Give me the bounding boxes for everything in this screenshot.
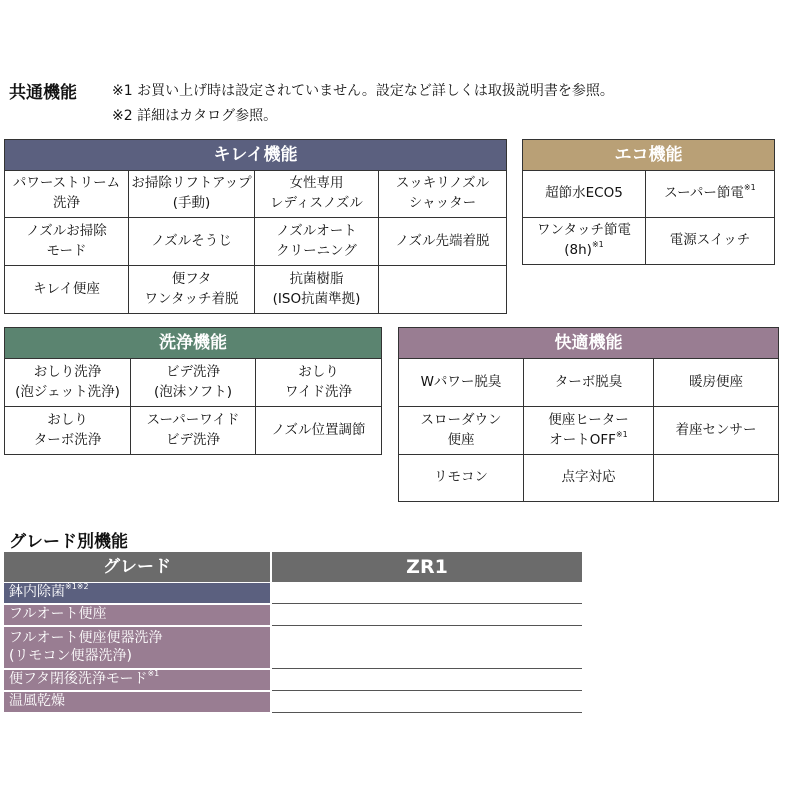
- eco-item: 電源スイッチ: [669, 232, 751, 249]
- kaiteki-item: ターボ脱臭: [524, 359, 654, 407]
- kirei-item: ノズルお掃除 モード: [5, 218, 129, 266]
- kaiteki-item: 暖房便座: [654, 359, 778, 407]
- kirei-item: 抗菌樹脂 (ISO抗菌準拠): [255, 266, 379, 313]
- eco-box: [522, 139, 775, 265]
- eco-item: 超節水ECO5: [523, 171, 646, 218]
- eco-item: ワンタッチ節電 $(8h)^{※1}$: [523, 218, 646, 264]
- grade-value-cell: [272, 692, 582, 713]
- kirei-item: スッキリノズル シャッター: [379, 171, 506, 218]
- kirei-item: ノズルそうじ: [129, 218, 255, 266]
- senjo-grid: [5, 359, 381, 454]
- kirei-header: キレイ機能: [5, 140, 506, 171]
- kaiteki-item: 着座センサー: [654, 407, 778, 455]
- kaiteki-item: リモコン: [399, 455, 524, 501]
- kirei-item: パワーストリーム 洗浄: [5, 171, 129, 218]
- eco-item: スーパー節電$^{※1}$: [646, 171, 774, 218]
- kaiteki-header: 快適機能: [399, 328, 778, 359]
- note-1: ※1 お買い上げ時は設定されていません。設定など詳しくは取扱説明書を参照。: [112, 83, 614, 99]
- grade-value-cell: [272, 583, 582, 604]
- grade-header-label: グレード: [4, 552, 270, 582]
- kirei-grid: [5, 171, 506, 313]
- grade-row-label: フルオート便座: [4, 605, 270, 625]
- senjo-item: スーパーワイド ビデ洗浄: [131, 407, 256, 454]
- senjo-item: ビデ洗浄 (泡沫ソフト): [131, 359, 256, 407]
- kaiteki-item: 便座ヒーター オートOFF$^{※1}$: [524, 407, 654, 455]
- kirei-item: ノズル先端着脱: [379, 218, 506, 266]
- kaiteki-empty-cell: [654, 455, 778, 501]
- grade-value-cell: [272, 627, 582, 669]
- eco-header: エコ機能: [523, 140, 774, 171]
- grade-functions-title: グレード別機能: [9, 532, 128, 552]
- kirei-empty-cell: [379, 266, 506, 313]
- note-2: ※2 詳細はカタログ参照。: [112, 108, 278, 124]
- senjo-item: ノズル位置調節: [271, 421, 366, 438]
- common-functions-title: 共通機能: [9, 83, 77, 103]
- kirei-item: キレイ便座: [5, 266, 129, 313]
- kirei-box: [4, 139, 507, 314]
- kaiteki-item: スローダウン 便座: [399, 407, 524, 455]
- kirei-item: ノズルオート クリーニング: [255, 218, 379, 266]
- grade-row-label: 温風乾燥: [4, 692, 270, 712]
- grade-row-label: 便フタ閉後洗浄モード$^{※1}$: [4, 670, 270, 690]
- kaiteki-box: [398, 327, 779, 502]
- grade-value-cell: [272, 670, 582, 691]
- kaiteki-item: Wパワー脱臭: [399, 359, 524, 407]
- grade-row-label: 鉢内除菌$^{※1※2}$: [4, 583, 270, 603]
- senjo-item: おしり ターボ洗浄: [5, 407, 131, 454]
- grade-row-label: フルオート便座便器洗浄 (リモコン便器洗浄): [4, 627, 270, 668]
- kaiteki-item: 点字対応: [524, 455, 654, 501]
- kirei-item: 便フタ ワンタッチ着脱: [129, 266, 255, 313]
- eco-grid: [523, 171, 774, 264]
- senjo-header: 洗浄機能: [5, 328, 381, 359]
- senjo-box: [4, 327, 382, 455]
- grade-model-header: ZR1: [272, 552, 582, 582]
- senjo-item: おしり洗浄 (泡ジェット洗浄): [5, 359, 131, 407]
- kirei-item: お掃除リフトアップ (手動): [129, 171, 255, 218]
- kaiteki-grid: [399, 359, 778, 501]
- grade-value-cell: [272, 605, 582, 626]
- senjo-item: おしり ワイド洗浄: [256, 359, 381, 407]
- kirei-item: 女性専用 レディスノズル: [255, 171, 379, 218]
